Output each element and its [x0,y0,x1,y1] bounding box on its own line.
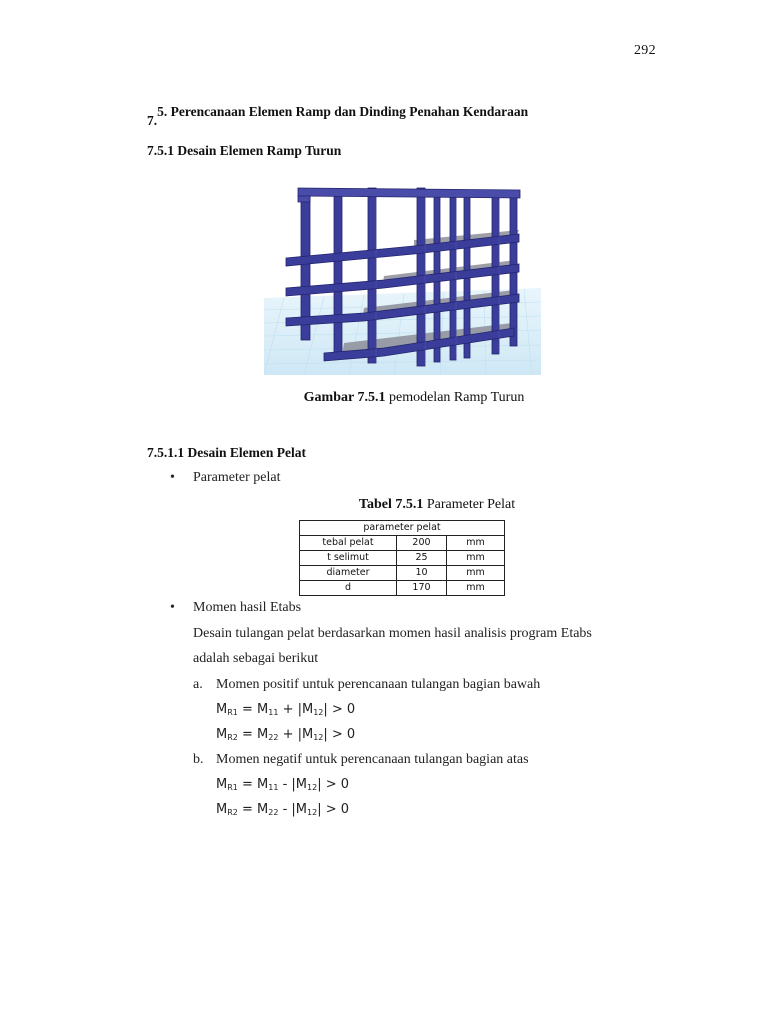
parameter-table [299,520,505,596]
ramp-3d-model-image [264,168,541,375]
bullet-text: Momen hasil Etabs [193,600,302,615]
table-cell-unit: mm [447,551,505,566]
table-row [300,536,505,551]
formula-mr1-negative: $M_{R1} = M_{11} - |M_{12}| > 0$ [216,777,349,792]
table-cell-unit: mm [447,581,505,596]
table-cell-value: 170 [397,581,447,596]
list-item-text: Momen negatif untuk perencanaan tulangan bagian atas [216,752,529,767]
section-number-lead: 7. [147,113,158,128]
ramp-3d-model-figure [264,168,541,375]
list-item-letter: b. [193,752,204,767]
table-cell-unit: mm [447,536,505,551]
table-header-row [300,521,505,536]
table-caption-text: Parameter Pelat [423,497,516,512]
table-cell-value: 25 [397,551,447,566]
bullet-icon: • [170,600,175,615]
paragraph-line-1: Desain tulangan pelat berdasarkan momen hasil analisis program Etabs [193,626,592,641]
formula-mr2-positive: $M_{R2} = M_{22} + |M_{12}| > 0$ [216,727,356,742]
section-title: 5. Perencanaan Elemen Ramp dan Dinding Penahan Kendaraan [157,104,529,119]
table-cell-name: d [300,581,397,596]
figure-caption-text: pemodelan Ramp Turun [385,390,525,405]
subsection-heading: 7.5.1 Desain Elemen Ramp Turun [147,143,342,158]
table-cell-unit: mm [447,566,505,581]
table-cell-value: 10 [397,566,447,581]
figure-caption [0,390,768,406]
figure-caption-number: Gambar 7.5.1 [303,390,386,405]
table-row [300,551,505,566]
table-row [300,566,505,581]
bullet-text: Parameter pelat [193,470,281,485]
list-item-letter: a. [193,677,203,692]
table-cell-value: 200 [397,536,447,551]
table-cell-name: tebal pelat [300,536,397,551]
formula-mr1-positive: $M_{R1} = M_{11} + |M_{12}| > 0$ [216,702,356,717]
list-item-text: Momen positif untuk perencanaan tulangan bagian bawah [216,677,541,692]
formula-mr2-negative: $M_{R2} = M_{22} - |M_{12}| > 0$ [216,802,349,817]
table-cell-name: diameter [300,566,397,581]
table-cell-name: t selimut [300,551,397,566]
section-heading [147,104,529,128]
bullet-icon: • [170,470,175,485]
table-header: parameter pelat [300,521,505,536]
table-caption-number: Tabel 7.5.1 [358,497,424,512]
table-row [300,581,505,596]
page-number: 292 [634,43,656,58]
subsubsection-heading: 7.5.1.1 Desain Elemen Pelat [147,445,306,460]
table-caption [0,497,768,513]
paragraph-line-2: adalah sebagai berikut [193,651,319,666]
